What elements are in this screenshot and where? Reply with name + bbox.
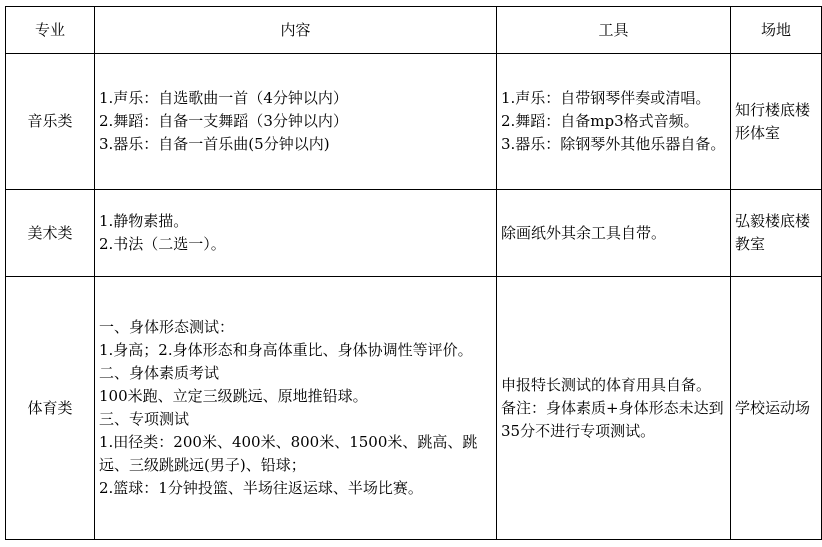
venue-text: 知行楼底楼形体室 [735,100,811,142]
content-line: 2.书法（二选一）。 [99,235,226,253]
tools-cell [497,190,731,277]
tools-cell [497,277,731,540]
tools-line: 备注：身体素质+身体形态未达到35分不进行专项测试。 [501,398,724,440]
tools-line: 3.器乐：除钢琴外其他乐器自备。 [501,135,726,153]
venue-text: 弘毅楼底楼教室 [735,212,811,253]
header-venue: 场地 [731,7,822,54]
tools-line: 2.舞蹈：自备mp3格式音频。 [501,112,699,130]
content-line: 1.声乐：自选歌曲一首（4分钟以内） [99,89,348,107]
tools-line: 1.声乐：自带钢琴伴奏或清唱。 [501,89,711,107]
tools-cell [497,54,731,190]
content-line: 二、身体素质考试 [99,364,220,382]
venue-cell [731,54,822,190]
venue-text: 学校运动场 [735,398,811,417]
header-tools: 工具 [497,7,731,54]
header-major: 专业 [6,7,95,54]
content-line: 1.身高；2.身体形态和身高体重比、身体协调性等评价。 [99,341,473,359]
venue-cell [731,190,822,277]
venue-cell [731,277,822,540]
header-content: 内容 [95,7,497,54]
major-cell: 美术类 [6,190,95,277]
table-header-row [6,7,822,54]
content-line: 一、身体形态测试： [99,318,235,336]
content-line: 100米跑、立定三级跳远、原地推铅球。 [99,387,368,405]
content-cell [95,190,497,277]
content-line: 2.篮球：1分钟投篮、半场往返运球、半场比赛。 [99,479,423,497]
major-cell: 体育类 [6,277,95,540]
content-line: 3.器乐：自备一首乐曲(5分钟以内) [99,135,330,153]
table-row [6,54,822,190]
tools-line: 申报特长测试的体育用具自备。 [501,375,712,394]
content-line: 1.田径类：200米、400米、800米、1500米、跳高、跳远、三级跳跳远(男子)、铅球； [99,433,478,474]
content-line: 2.舞蹈：自备一支舞蹈（3分钟以内） [99,112,348,130]
content-cell [95,277,497,540]
content-cell [95,54,497,190]
content-line: 三、专项测试 [99,410,190,428]
major-cell: 音乐类 [6,54,95,190]
table-row [6,190,822,277]
table-row [6,277,822,540]
tools-line: 除画纸外其余工具自带。 [501,223,667,242]
content-line: 1.静物素描。 [99,212,189,230]
exam-requirements-table [5,6,822,540]
